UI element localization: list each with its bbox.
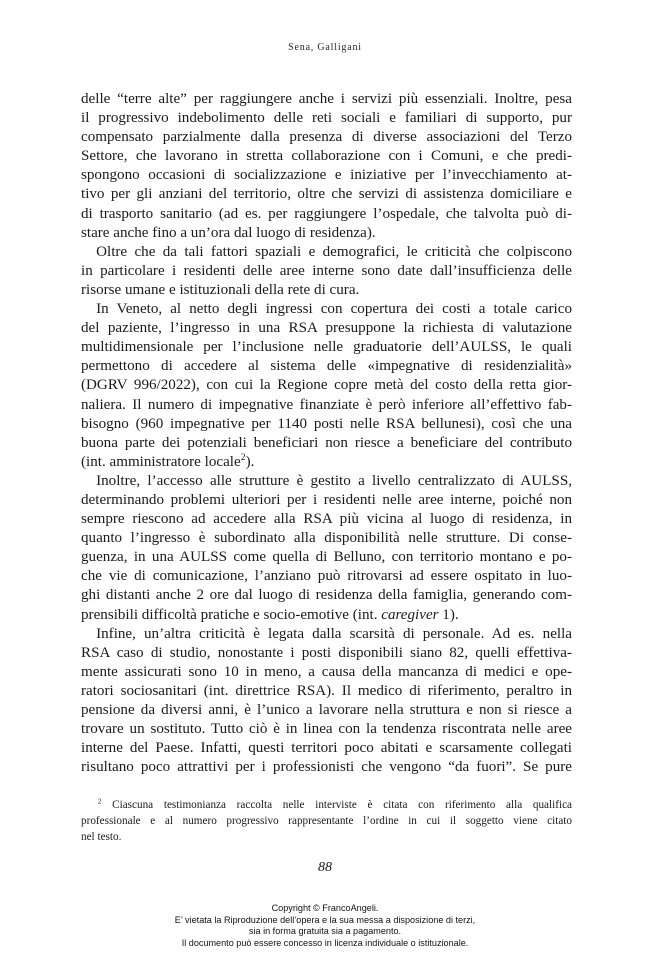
body-line	[81, 682, 572, 701]
body-line	[81, 185, 572, 204]
body-line-text: In Veneto, al netto degli ingressi con copertura dei costi a totale carico	[81, 301, 572, 318]
body-line	[81, 319, 572, 338]
body-line-tail: 1).	[438, 606, 459, 623]
body-line	[81, 224, 572, 243]
body-line	[81, 262, 572, 281]
body-line	[81, 90, 572, 109]
body-line-text: del paziente, l’ingresso in una RSA presuppone la richiesta di valutazione	[81, 320, 572, 337]
body-line	[81, 147, 572, 166]
body-line-text: Oltre che da tali fattori spaziali e demografici, le criticità che colpiscono	[81, 243, 572, 260]
body-line	[81, 701, 572, 720]
body-line-text: sempre riescono ad accedere alla RSA più vicina al luogo di residenza, in	[81, 511, 572, 528]
body-line-tail: ).	[245, 453, 255, 470]
body-line-text: il progressivo indebolimento delle reti sociali e familiari di supporto, pur	[81, 110, 572, 127]
body-line	[81, 396, 572, 415]
body-line	[81, 357, 572, 376]
footnote-text: Ciascuna testimonianza raccolta nelle interviste è citata con riferimento alla qualifica	[101, 799, 572, 811]
body-line	[81, 415, 572, 434]
copyright-line: sia in forma gratuita sia a pagamento.	[248, 926, 402, 936]
body-line-text: risultano poco attrattivi per i professionisti che vengono “da fuori”. Se pure	[81, 759, 572, 776]
body-line	[81, 720, 572, 739]
body-line-text: delle “terre alte” per raggiungere anche i servizi più essenziali. Inoltre, pesa	[81, 91, 572, 107]
copyright-line: E’ vietata la Riproduzione dell’opera e la sua messa a disposizione di terzi,	[174, 914, 476, 925]
body-line-text: RSA caso di studio, nonostante i posti disponibili siano 82, quelli effettiva-	[81, 644, 572, 661]
footnote-marker: 2	[97, 797, 102, 806]
page-number: 88	[318, 860, 332, 875]
body-line-text: di trasporto sanitario (ad es. per raggiungere l’ospedale, che talvolta può di-	[81, 205, 572, 222]
body-line	[81, 663, 572, 682]
body-line-text: spongono occasioni di socializzazione e iniziative per l’invecchiamento at-	[81, 167, 572, 184]
body-line-text: in particolare i residenti delle aree interne sono date dall’insufficienza delle	[81, 262, 572, 279]
footnote-ref: 2	[240, 451, 246, 463]
body-line-text: (DGRV 996/2022), con cui la Regione copre metà del costo della retta gior-	[81, 377, 572, 394]
body-line	[81, 567, 572, 586]
body-line-text: determinando problemi ulteriori per i residenti nelle aree interne, poiché non	[81, 491, 572, 508]
body-line	[81, 510, 572, 529]
body-line	[81, 300, 572, 319]
body-line	[81, 205, 572, 224]
body-line-text: Infine, un’altra criticità è legata dalla scarsità di personale. Ad es. nella	[81, 625, 572, 642]
footnote-line	[81, 797, 572, 813]
body-line	[81, 109, 572, 128]
body-line	[81, 644, 572, 663]
body-line	[81, 586, 572, 605]
body-line-text: risorse umane e istituzionali della rete di cura.	[81, 281, 360, 298]
body-line	[81, 548, 572, 567]
body-line-text: Settore, che lavorano in stretta collaborazione con i Comuni, e che predi-	[81, 148, 572, 165]
emphasis-text: caregiver	[381, 606, 439, 623]
body-line-text: interne del Paese. Infatti, questi territori poco abitati e scarsamente collegati	[81, 740, 572, 757]
body-text	[81, 90, 572, 777]
body-line-text: ghi distanti anche 2 ore dal luogo di residenza della famiglia, generando com-	[81, 587, 572, 604]
body-line-text: tivo per gli anziani del territorio, oltre che servizi di assistenza domiciliare e	[81, 186, 572, 203]
body-line-text: che vie di comunicazione, l’anziano può ritrovarsi ad essere ospitato in luo-	[81, 568, 572, 585]
body-line-text: pensione da diversi anni, è l’unico a lavorare nella struttura e non si riesce a	[81, 702, 572, 718]
body-line	[81, 338, 572, 357]
body-line	[81, 472, 572, 491]
body-line-text: (int. amministratore locale	[81, 453, 241, 470]
footnote-line	[81, 813, 572, 829]
body-line	[81, 243, 572, 262]
body-line	[81, 166, 572, 185]
body-line	[81, 434, 572, 453]
body-line	[81, 758, 572, 777]
body-line	[81, 453, 572, 472]
body-line	[81, 625, 572, 644]
footnotes	[81, 797, 572, 845]
body-line-text: Inoltre, l’accesso alle strutture è gestito a livello centralizzato di AULSS,	[81, 472, 572, 489]
body-line	[81, 529, 572, 548]
body-line	[81, 376, 572, 395]
body-line-text: permettono di accedere al sistema delle «impegnative di residenzialità»	[81, 358, 572, 375]
body-line-text: prensibili difficoltà pratiche e socio-emotive (int.	[81, 606, 382, 623]
body-line	[81, 739, 572, 758]
body-line-text: stare anche fino a un’ora dal luogo di residenza).	[81, 224, 376, 241]
body-line-text: ratori sociosanitari (int. direttrice RSA). Il medico di riferimento, peraltro in	[81, 682, 572, 699]
body-line-text: mente assicurati sono 10 in meno, a causa della mancanza di medici e ope-	[81, 663, 572, 680]
body-line-text: naliera. Il numero di impegnative finanziate è però inferiore all’effettivo fab-	[81, 396, 572, 413]
body-line-text: bisogno (960 impegnative per 1140 posti nelle RSA bellunesi), così che una	[81, 415, 572, 432]
body-line-text: trovare un sostituto. Tutto ciò è in linea con la tendenza riscontrata nelle aree	[81, 721, 572, 738]
copyright-line: Copyright © FrancoAngeli.	[271, 903, 379, 913]
copyright-line: Il documento può essere concesso in licenza individuale o istituzionale.	[181, 937, 469, 948]
body-line	[81, 281, 572, 300]
body-line-text: guenza, in una AULSS come quella di Belluno, con territorio montano e po-	[81, 549, 572, 566]
running-head: Sena, Galligani	[288, 42, 362, 53]
body-line	[81, 606, 572, 625]
body-line-text: multidimensionale per l’inclusione nelle graduatorie dell’AULSS, le quali	[81, 339, 572, 356]
copyright-notice	[0, 903, 650, 949]
footnote-line	[81, 829, 572, 845]
footnote-text: nel testo.	[81, 831, 122, 843]
footnote-text: professionale e al numero progressivo rappresentante l’ordine in cui il soggetto viene citato	[81, 815, 572, 827]
body-line-text: quanto l’ingresso è subordinato alla disponibilità nelle strutture. Di conse-	[81, 530, 572, 547]
body-line-text: compensato parzialmente dalla presenza di diverse associazioni del Terzo	[81, 129, 572, 146]
body-line	[81, 491, 572, 510]
body-line	[81, 128, 572, 147]
body-line-text: buona parte dei potenziali beneficiari non riesce a beneficiare del contributo	[81, 434, 572, 451]
